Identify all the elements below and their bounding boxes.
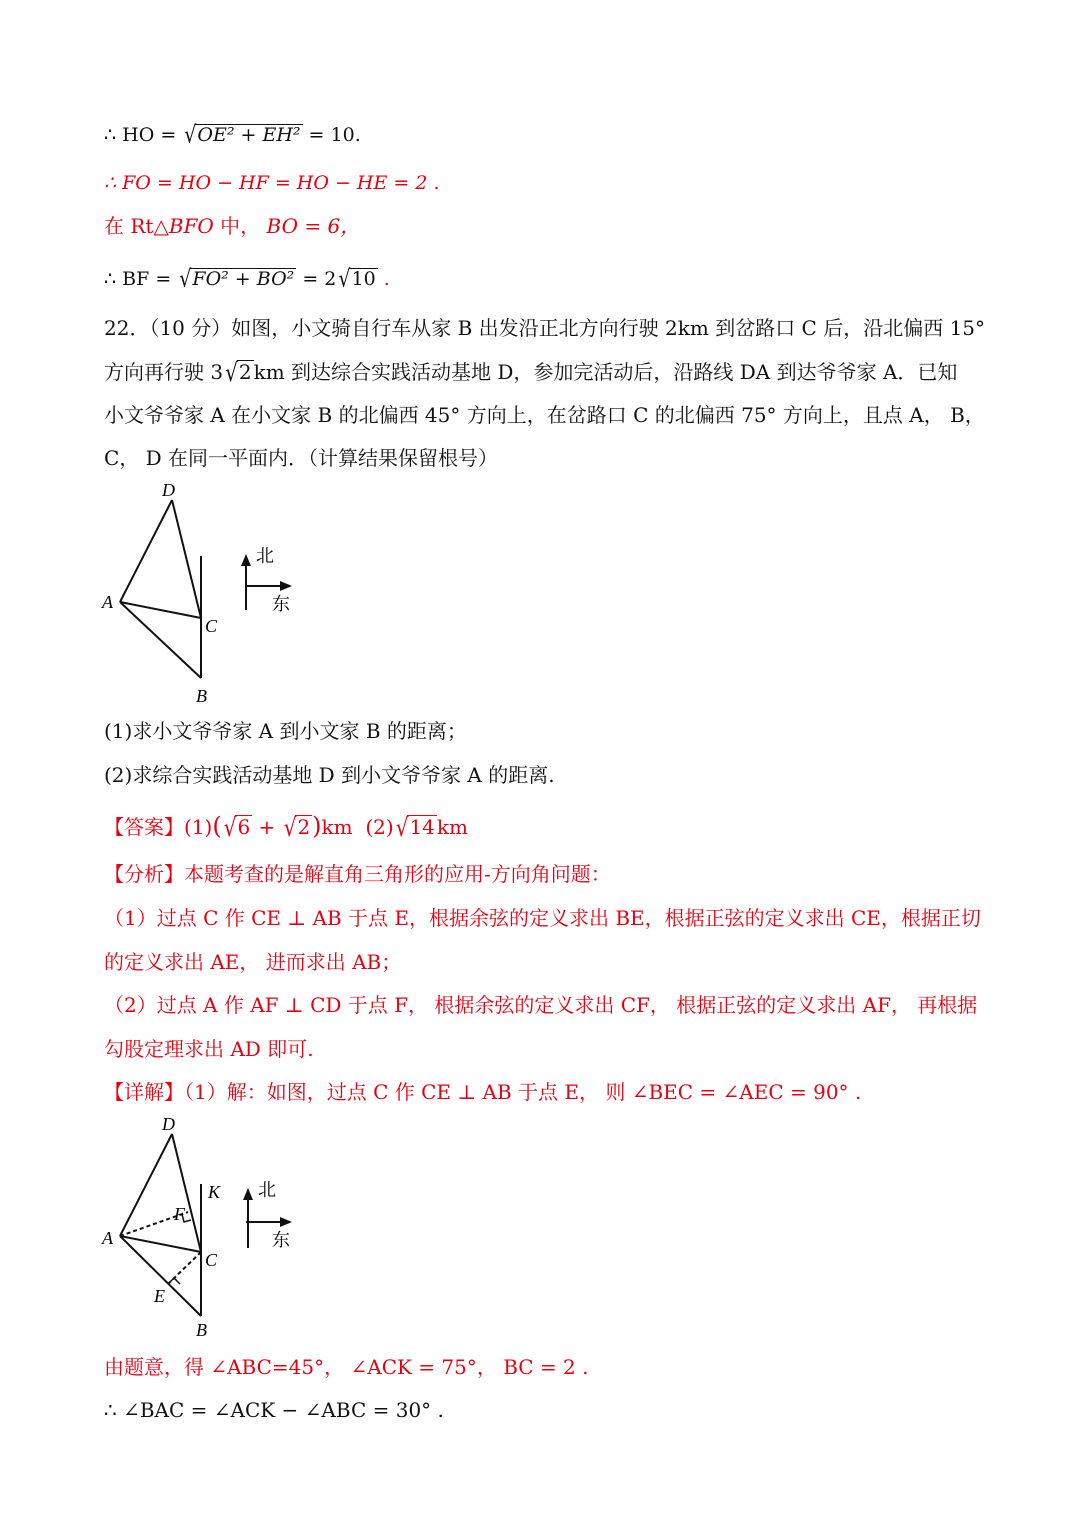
segment-ab [120, 602, 201, 678]
problem-line-4: C， D 在同一平面内．（计算结果保留根号） [104, 446, 499, 470]
label-a: A [102, 1228, 113, 1248]
solution-line-2: ∴ FO = HO − HF = HO − HE = 2 . [104, 172, 440, 194]
label-north: 北 [258, 1180, 276, 1200]
north-arrowhead [243, 1188, 253, 1200]
problem-line-3: 小文爷爷家 A 在小文家 B 的北偏西 45° 方向上，在岔路口 C 的北偏西 75° 方向上，且点 A， B， [104, 403, 985, 427]
segment-ad [120, 1134, 172, 1236]
label-a: A [102, 592, 113, 612]
question-1: (1)求小文爷爷家 A 到小文家 B 的距离； [104, 719, 467, 743]
analysis-line-3: 的定义求出 AE， 进而求出 AB； [104, 950, 402, 974]
east-arrowhead [280, 581, 292, 591]
label-d: D [162, 1114, 175, 1134]
analysis-line-1: 【分析】本题考查的是解直角三角形的应用-方向角问题： [104, 862, 611, 886]
figure-2-diagram [90, 1112, 330, 1344]
segment-dc [172, 1134, 201, 1252]
figure-1-diagram [90, 478, 330, 710]
segment-ac [120, 602, 201, 618]
radicand: OE² + EH² [197, 124, 301, 146]
segment-ac [120, 1236, 201, 1252]
label-d: D [162, 480, 175, 500]
east-arrowhead [280, 1217, 292, 1227]
label-c: C [205, 1250, 218, 1270]
answer-line: 【答案】(1)( √6 + √2)km (2) √14 km [104, 812, 468, 842]
analysis-line-5: 勾股定理求出 AD 即可. [104, 1037, 314, 1061]
detail-line-1: 【详解】（1）解：如图，过点 C 作 CE ⊥ AB 于点 E， 则 ∠BEC = ∠AEC = 90° . [104, 1080, 862, 1104]
label-north: 北 [256, 546, 274, 566]
label-k: K [208, 1182, 221, 1202]
label-east: 东 [272, 594, 290, 614]
detail-line-3: ∴ ∠BAC = ∠ACK − ∠ABC = 30° . [104, 1398, 444, 1422]
problem-line-2: 方向再行驶 3 √2 km 到达综合实践活动基地 D，参加完活动后，沿路线 DA 到达爷爷家 A．已知 [104, 357, 958, 387]
label-e: E [154, 1286, 165, 1306]
solution-line-1: ∴ HO = √OE² + EH² = 10. [104, 121, 361, 149]
north-arrowhead [241, 554, 251, 566]
label-c: C [205, 616, 218, 636]
label-b: B [196, 686, 207, 706]
label-b: B [196, 1320, 207, 1340]
segment-ad [120, 500, 172, 602]
label-f: F [174, 1204, 185, 1224]
analysis-line-4: （2）过点 A 作 AF ⊥ CD 于点 F， 根据余弦的定义求出 CF， 根据正弦的定义求出 AF， 再根据 [104, 993, 978, 1017]
problem-line-1: 22．（10 分）如图，小文骑自行车从家 B 出发沿正北方向行驶 2km 到岔路口 C 后，沿北偏西 15° [104, 316, 986, 340]
solution-line-3: 在 Rt△BFO 中， BO = 6， [104, 214, 361, 238]
question-2: (2)求综合实践活动基地 D 到小文爷爷家 A 的距离. [104, 763, 555, 787]
detail-line-2: 由题意，得 ∠ABC=45°， ∠ACK = 75°， BC = 2 . [104, 1355, 589, 1379]
analysis-line-2: （1）过点 C 作 CE ⊥ AB 于点 E，根据余弦的定义求出 BE，根据正弦的定义求出 CE，根据正切 [104, 906, 981, 930]
solution-line-4: ∴ BF = √FO² + BO² = 2 √10 . [104, 265, 390, 293]
segment-dc [172, 500, 201, 618]
label-east: 东 [272, 1230, 290, 1250]
